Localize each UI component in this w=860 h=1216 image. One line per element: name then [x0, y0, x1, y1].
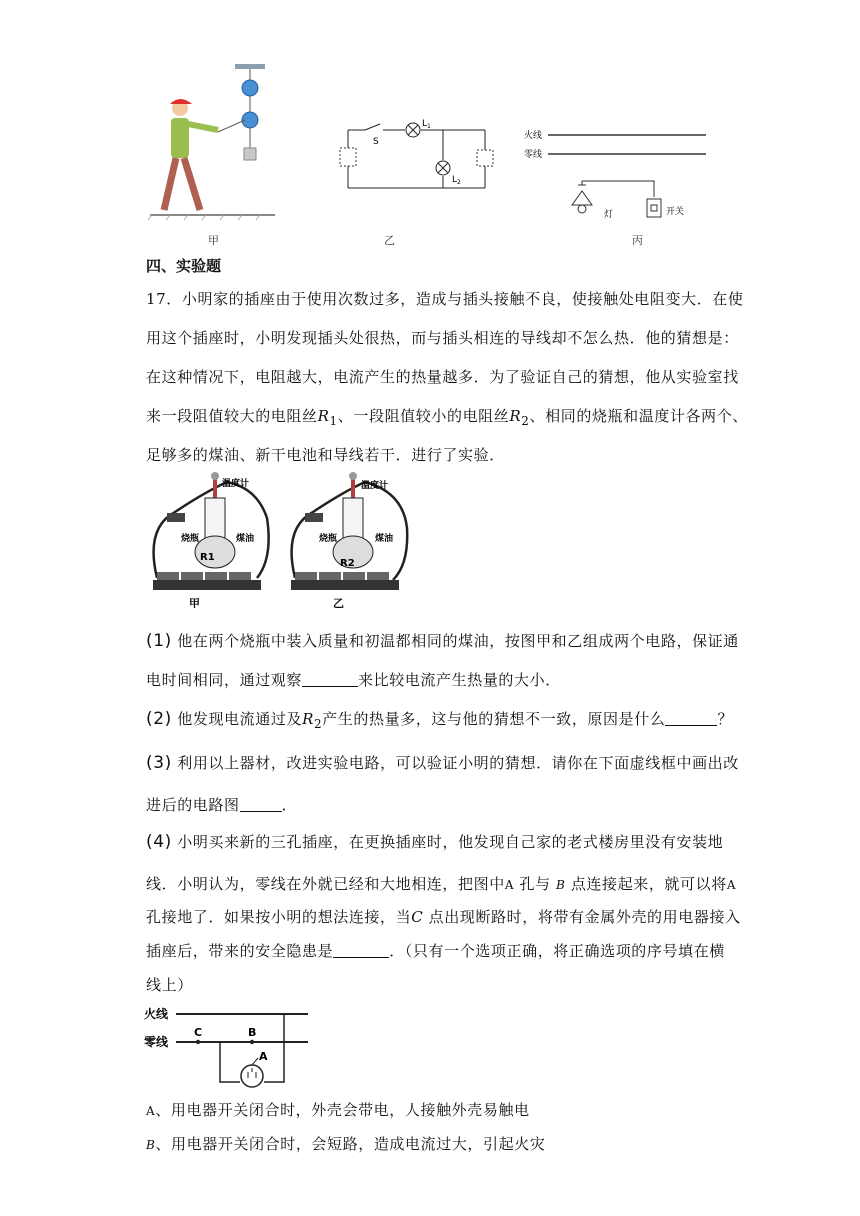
q17-line-2: 用这个插座时，小明发现插头处很热，而与插头相连的导线却不怎么热．他的猜想是：	[146, 329, 739, 347]
figure-pulley-person	[140, 60, 290, 225]
svg-text:R2: R2	[340, 558, 355, 569]
svg-text:温度计: 温度计	[361, 481, 389, 491]
sub4-line-3: 孔接地了．如果按小明的想法连接，当C 点出现断路时，将带有金属外壳的用电器接入	[146, 908, 741, 926]
blank-sub1[interactable]	[302, 672, 358, 687]
svg-text:R1: R1	[200, 552, 215, 563]
svg-text:火线: 火线	[524, 131, 543, 141]
socket-neutral-label: 零线	[144, 1035, 169, 1049]
apparatus-caption-yi: 乙	[333, 597, 344, 608]
q17-line-4: 来一段阻值较大的电阻丝$R_1$、一段阻值较小的电阻丝$R_2$、相同的烧瓶和温度计各两个、	[146, 407, 748, 428]
figure-apparatus	[145, 468, 415, 608]
svg-text:开关: 开关	[666, 207, 685, 217]
figure-caption-jia: 甲	[208, 234, 219, 247]
sub4-line-5: 线上）	[146, 976, 193, 994]
svg-text:煤油: 煤油	[236, 534, 255, 544]
blank-sub2[interactable]	[665, 711, 717, 726]
thermometer-label: 温度计	[222, 479, 250, 489]
sub2-line: (2) 他发现电流通过及$R_2$产生的热量多，这与他的猜想不一致，原因是什么 ？	[146, 709, 734, 731]
blank-sub3[interactable]	[240, 797, 282, 812]
figure-caption-yi: 乙	[384, 234, 395, 247]
option-a[interactable]: A、用电器开关闭合时，外壳会带电，人接触外壳易触电	[146, 1101, 530, 1119]
sub1-line-2: 电时间相同，通过观察 来比较电流产生热量的大小．	[146, 671, 561, 689]
figure-caption-bing: 丙	[632, 234, 643, 247]
svg-text:烧瓶: 烧瓶	[181, 534, 200, 544]
svg-text:L: L	[422, 119, 428, 129]
option-b[interactable]: B、用电器开关闭合时，会短路，造成电流过大，引起火灾	[146, 1135, 546, 1153]
sub3-line-1: (3) 利用以上器材，改进实验电路，可以验证小明的猜想．请你在下面虚线框中画出改	[146, 753, 739, 773]
svg-text:煤油: 煤油	[375, 534, 394, 544]
svg-text:零线: 零线	[524, 150, 543, 160]
sub3-line-2: 进后的电路图 ．	[146, 796, 298, 814]
svg-text:L: L	[452, 175, 458, 185]
svg-text:C: C	[194, 1026, 203, 1039]
svg-text:B: B	[248, 1026, 257, 1039]
svg-text:2: 2	[457, 179, 461, 186]
q17-line-3: 在这种情况下，电阻越大，电流产生的热量越多．为了验证自己的猜想，他从实验室找	[146, 368, 739, 386]
sub4-line-2: 线．小明认为，零线在外就已经和大地相连，把图中A 孔与 B 点连接起来，就可以将A	[146, 875, 737, 893]
apparatus-caption-jia: 甲	[189, 597, 200, 608]
switch-s-label: S	[373, 137, 379, 147]
svg-text:A: A	[259, 1050, 268, 1063]
figure-wiring-bing	[520, 125, 710, 225]
svg-text:灯: 灯	[604, 210, 614, 220]
figure-circuit-yi	[335, 110, 495, 200]
svg-text:烧瓶: 烧瓶	[319, 534, 338, 544]
sub1-line-1: (1) 他在两个烧瓶中装入质量和初温都相同的煤油，按图甲和乙组成两个电路，保证通	[146, 631, 739, 651]
socket-live-label: 火线	[144, 1007, 169, 1021]
q17-line-1: 17．小明家的插座由于使用次数过多，造成与插头接触不良，使接触处电阻变大．在使	[146, 290, 744, 308]
blank-sub4[interactable]	[333, 943, 389, 958]
svg-text:1: 1	[427, 123, 431, 130]
section-title: 四、实验题	[146, 257, 222, 275]
sub4-line-1: (4) 小明买来新的三孔插座，在更换插座时，他发现自己家的老式楼房里没有安装地	[146, 832, 724, 852]
q17-line-5: 足够多的煤油、新干电池和导线若干．进行了实验．	[146, 446, 505, 464]
figure-socket-circuit	[140, 998, 320, 1090]
sub4-line-4: 插座后，带来的安全隐患是 ．（只有一个选项正确，将正确选项的序号填在横	[146, 942, 725, 960]
